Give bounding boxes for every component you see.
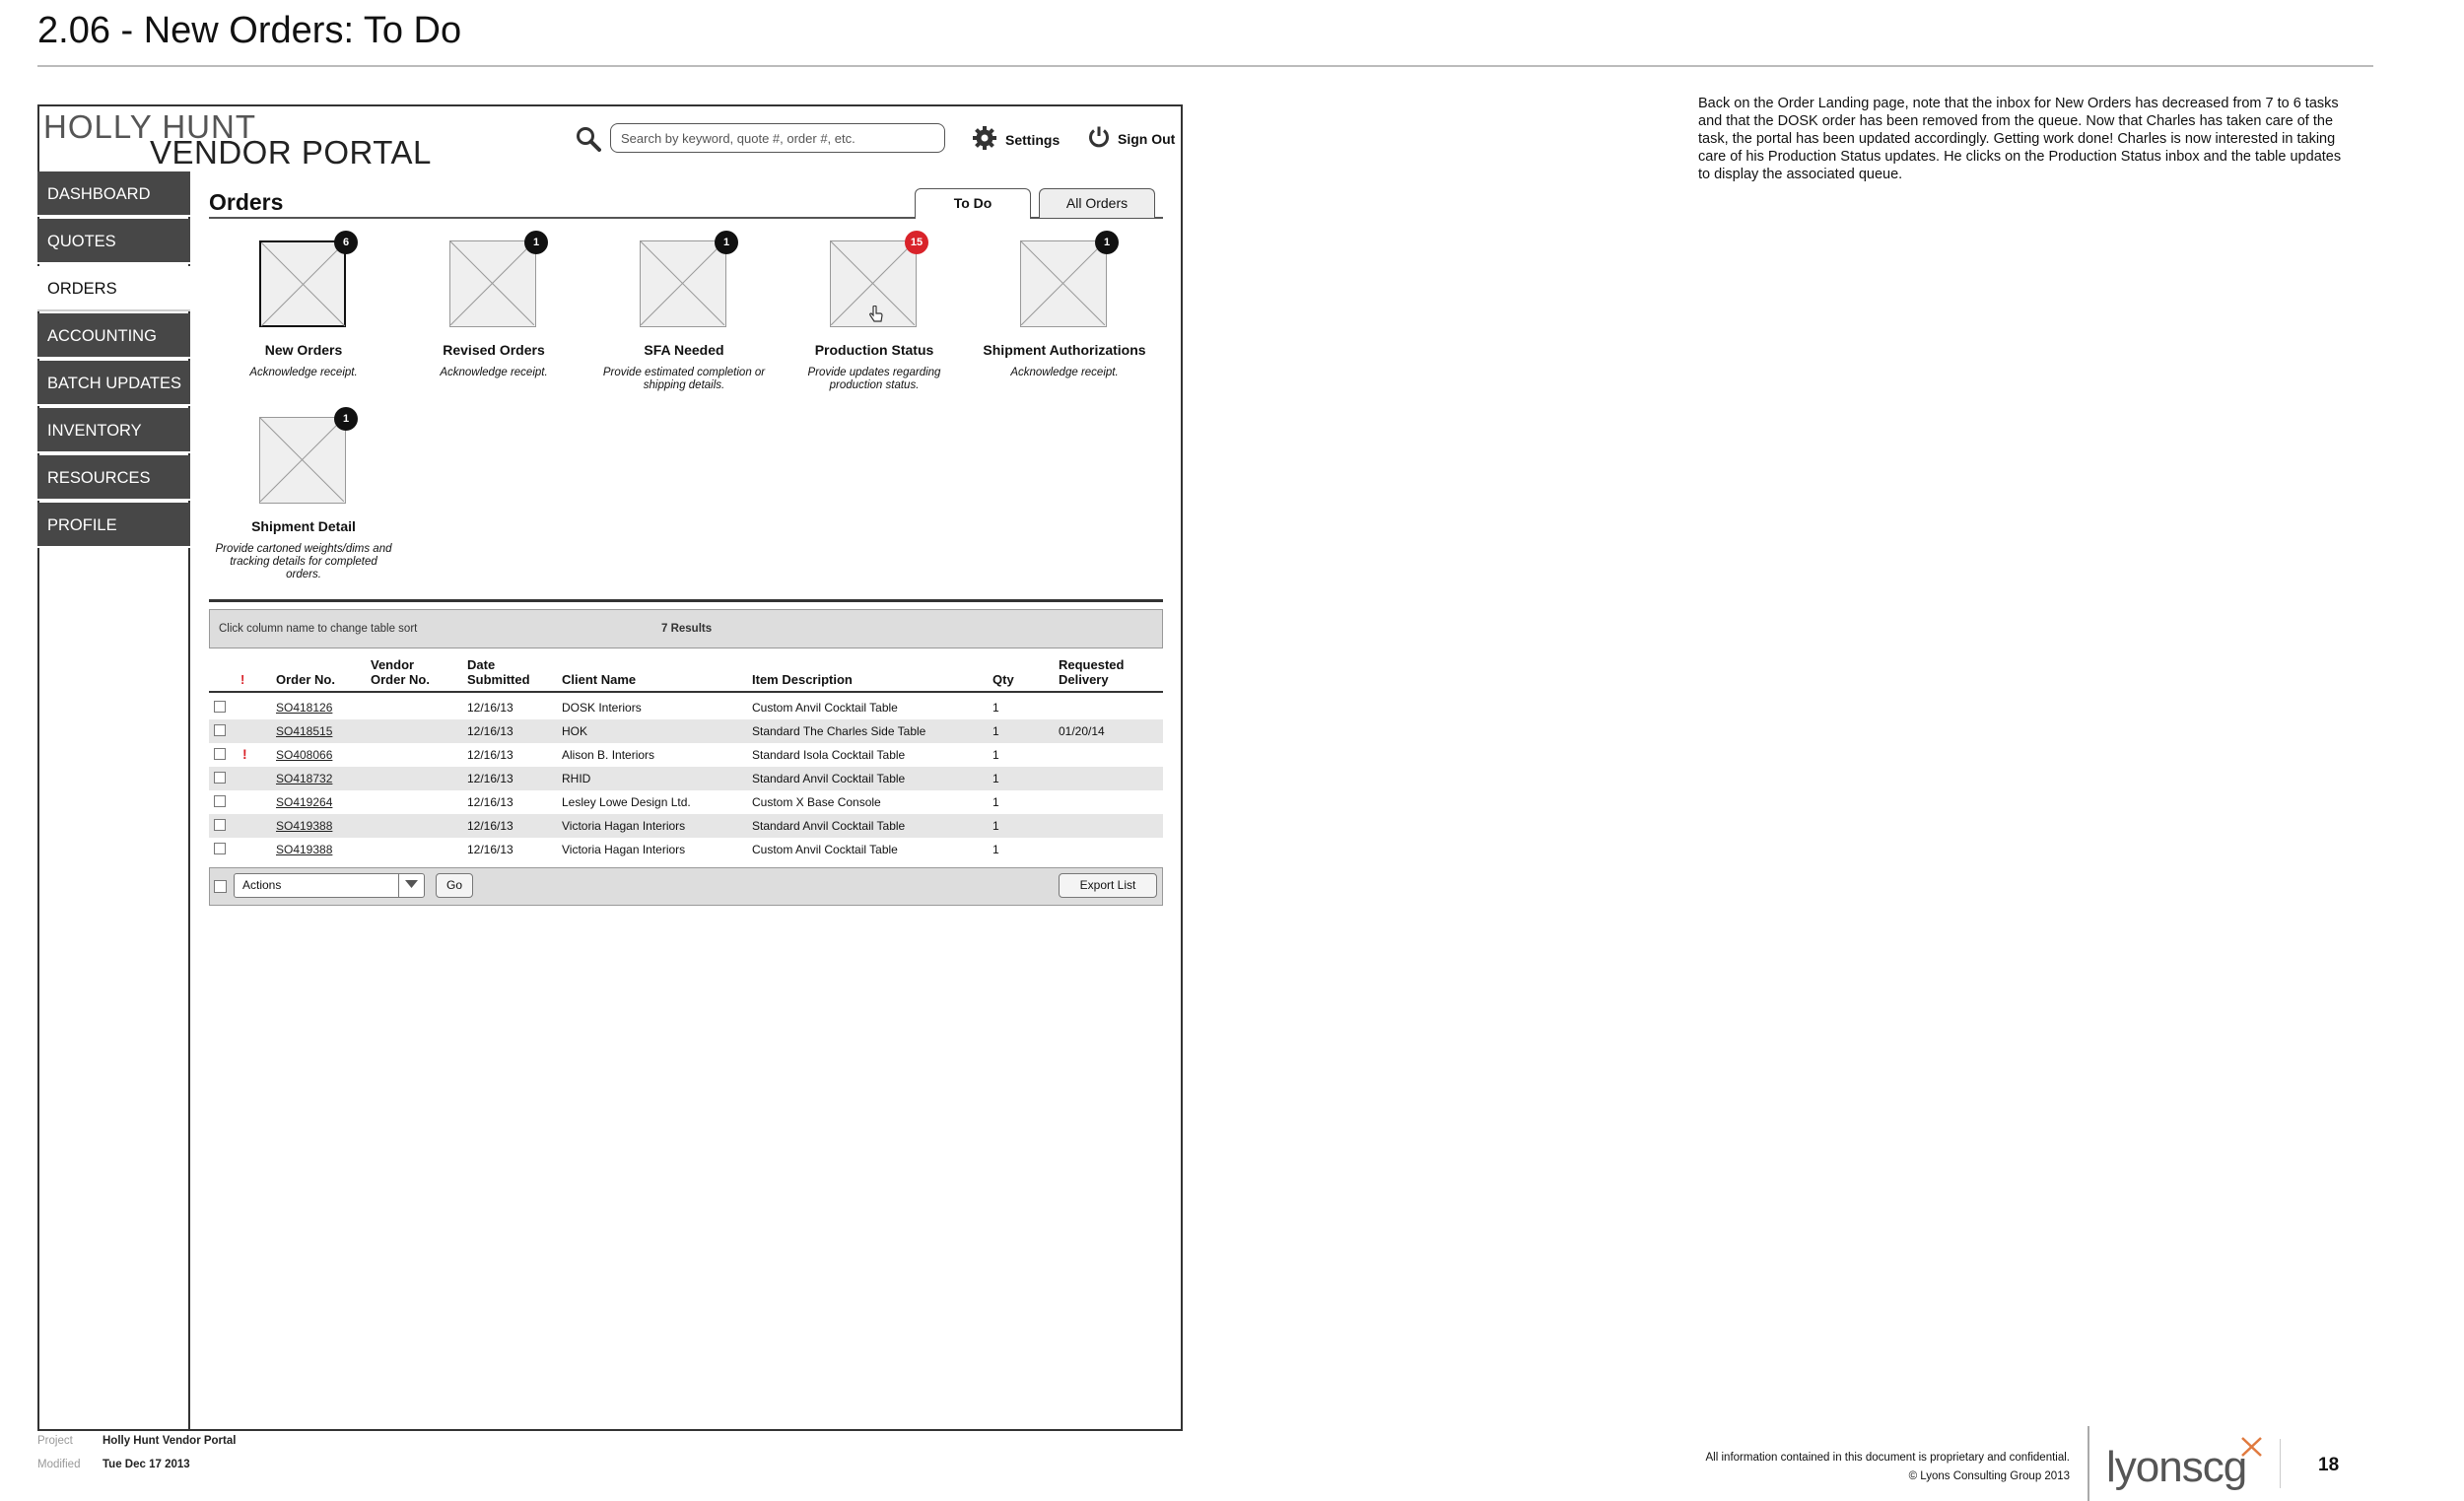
copyright-line: © Lyons Consulting Group 2013 (1908, 1470, 2070, 1482)
count-badge: 1 (334, 407, 358, 431)
client-name: Lesley Lowe Design Ltd. (562, 795, 691, 809)
title-divider (37, 65, 2373, 67)
column-header-client-name[interactable]: Client Name (562, 672, 637, 687)
qty: 1 (992, 748, 999, 762)
sidebar-item-accounting[interactable]: ACCOUNTING (37, 313, 190, 359)
column-header-vendor-order-no[interactable] (371, 657, 430, 687)
table-row[interactable] (209, 838, 1163, 861)
logo-x-mark-icon (2239, 1436, 2265, 1463)
results-count: 7 Results (661, 623, 713, 635)
client-name: DOSK Interiors (562, 701, 642, 715)
column-header-line: Vendor (371, 657, 415, 672)
qty: 1 (992, 819, 999, 833)
search-input[interactable] (610, 123, 945, 153)
power-icon (1087, 125, 1111, 152)
annotation-text: Back on the Order Landing page, note that the inbox for New Orders has decreased from 7 to 6 tasks and that the DOSK order has been removed from the queue. Now that Charles has taken care of the task, the portal has been updated accordingly. Getting work done! Charles is now interested in taking care of his Production Status updates. He clicks on the Production Status inbox and the table updates to display the associated queue. (1698, 96, 2342, 182)
page-number: 18 (2318, 1455, 2340, 1475)
item-description: Standard Anvil Cocktail Table (752, 819, 906, 833)
order-link[interactable]: SO419264 (276, 795, 333, 809)
inbox-description: Acknowledge receipt. (249, 367, 358, 378)
count-badge: 1 (524, 231, 548, 254)
logo-vendor-portal[interactable]: VENDOR PORTAL (150, 134, 432, 171)
item-description: Custom Anvil Cocktail Table (752, 701, 898, 715)
date-submitted: 12/16/13 (467, 819, 513, 833)
sign-out-label: Sign Out (1118, 130, 1176, 147)
settings-button[interactable] (972, 125, 1060, 154)
item-description: Custom X Base Console (752, 795, 881, 809)
modified-label: Modified (37, 1459, 81, 1470)
modified-value: Tue Dec 17 2013 (103, 1459, 190, 1470)
footer-divider (2088, 1426, 2089, 1501)
column-header-date-submitted[interactable] (467, 657, 530, 687)
sign-out-button[interactable] (1087, 125, 1175, 152)
lyonscg-logo: lyonscg (2106, 1443, 2247, 1491)
page-title: Orders (209, 189, 284, 215)
inbox-label[interactable]: Revised Orders (443, 342, 545, 358)
item-description: Custom Anvil Cocktail Table (752, 843, 898, 856)
order-link[interactable]: SO418126 (276, 701, 333, 715)
chevron-down-icon[interactable] (398, 873, 425, 898)
row-checkbox[interactable] (214, 795, 226, 807)
qty: 1 (992, 701, 999, 715)
sidebar-item-resources[interactable]: RESOURCES (37, 455, 190, 501)
client-name: Alison B. Interiors (562, 748, 655, 762)
column-header-order-no[interactable]: Order No. (276, 672, 335, 687)
item-description: Standard The Charles Side Table (752, 724, 926, 738)
order-link[interactable]: SO419388 (276, 843, 333, 856)
confidentiality-line: All information contained in this document is proprietary and confidential. (1705, 1452, 2070, 1464)
settings-label: Settings (1005, 131, 1061, 148)
date-submitted: 12/16/13 (467, 724, 513, 738)
inbox-description: Provide updates regarding production status. (807, 367, 941, 391)
column-header-line: Delivery (1059, 672, 1109, 687)
item-description: Standard Isola Cocktail Table (752, 748, 906, 762)
requested-delivery: 01/20/14 (1059, 724, 1105, 738)
inbox-label[interactable]: Shipment Authorizations (983, 342, 1146, 358)
inbox-description: Provide cartoned weights/dims and tracking details for completed orders. (215, 543, 392, 580)
sidebar-item-quotes[interactable]: QUOTES (37, 219, 190, 264)
order-link[interactable]: SO418515 (276, 724, 333, 738)
table-header-rule (209, 691, 1163, 693)
hand-cursor-icon (869, 306, 883, 328)
qty: 1 (992, 795, 999, 809)
confidentiality-notice (1706, 1449, 2070, 1486)
inbox-thumbnail[interactable] (640, 240, 726, 327)
count-badge: 1 (715, 231, 738, 254)
inbox-label[interactable]: Production Status (814, 342, 934, 358)
date-submitted: 12/16/13 (467, 795, 513, 809)
sidebar-item-dashboard[interactable]: DASHBOARD (37, 171, 190, 217)
item-description: Standard Anvil Cocktail Table (752, 772, 906, 785)
sidebar-item-batch-updates[interactable]: BATCH UPDATES (37, 361, 190, 406)
row-checkbox[interactable] (214, 843, 226, 854)
project-value: Holly Hunt Vendor Portal (103, 1435, 237, 1447)
column-header-line: Requested (1059, 657, 1125, 672)
column-header-qty[interactable]: Qty (992, 672, 1014, 687)
sidebar-item-orders[interactable]: ORDERS (37, 266, 190, 311)
order-link[interactable]: SO408066 (276, 748, 333, 762)
inbox-description: Acknowledge receipt. (440, 367, 548, 378)
tab-to-do[interactable]: To Do (915, 188, 1031, 219)
inbox-description: Acknowledge receipt. (1010, 367, 1119, 378)
table-row[interactable] (209, 814, 1163, 838)
column-header-line: Submitted (467, 672, 530, 687)
gear-icon (972, 125, 997, 154)
sidebar (37, 171, 190, 1431)
footer-divider (2280, 1439, 2281, 1488)
count-badge: 1 (1095, 231, 1119, 254)
client-name: RHID (562, 772, 591, 785)
table-row[interactable] (209, 790, 1163, 814)
export-list-button[interactable]: Export List (1059, 873, 1157, 898)
sidebar-item-profile[interactable]: PROFILE (37, 503, 190, 548)
table-row[interactable] (209, 696, 1163, 719)
table-row[interactable] (209, 743, 1163, 767)
inbox-label[interactable]: SFA Needed (644, 342, 724, 358)
priority-flag: ! (242, 746, 247, 762)
date-submitted: 12/16/13 (467, 748, 513, 762)
date-submitted: 12/16/13 (467, 772, 513, 785)
inbox-thumbnail[interactable] (259, 417, 346, 504)
row-checkbox[interactable] (214, 748, 226, 760)
section-divider (209, 599, 1163, 602)
column-header-item-description[interactable]: Item Description (752, 672, 853, 687)
qty: 1 (992, 772, 999, 785)
column-header-line: Order No. (371, 672, 430, 687)
client-name: Victoria Hagan Interiors (562, 819, 686, 833)
qty: 1 (992, 724, 999, 738)
slide-title: 2.06 - New Orders: To Do (37, 10, 462, 51)
actions-select[interactable]: Actions (234, 873, 425, 898)
qty: 1 (992, 843, 999, 856)
search-icon[interactable] (576, 126, 601, 157)
column-header-line: Date (467, 657, 496, 672)
date-submitted: 12/16/13 (467, 701, 513, 715)
date-submitted: 12/16/13 (467, 843, 513, 856)
client-name: HOK (562, 724, 588, 738)
tab-all-orders[interactable]: All Orders (1039, 188, 1155, 218)
inbox-thumbnail[interactable] (449, 240, 536, 327)
sidebar-item-inventory[interactable]: INVENTORY (37, 408, 190, 453)
column-header-flag[interactable]: ! (240, 672, 245, 687)
select-all-checkbox[interactable] (214, 880, 227, 893)
row-checkbox[interactable] (214, 701, 226, 713)
column-header-requested-delivery[interactable] (1059, 657, 1124, 687)
inbox-label[interactable]: New Orders (264, 342, 343, 358)
logo-holly-hunt[interactable]: HOLLY HUNT (43, 108, 256, 145)
inbox-thumbnail[interactable] (259, 240, 346, 327)
order-link[interactable]: SO418732 (276, 772, 333, 785)
project-label: Project (37, 1435, 73, 1447)
row-checkbox[interactable] (214, 772, 226, 784)
row-checkbox[interactable] (214, 819, 226, 831)
inbox-thumbnail[interactable] (1020, 240, 1107, 327)
count-badge: 15 (905, 231, 928, 254)
row-checkbox[interactable] (214, 724, 226, 736)
order-link[interactable]: SO419388 (276, 819, 333, 833)
go-button[interactable]: Go (436, 873, 473, 898)
inbox-label[interactable]: Shipment Detail (251, 518, 356, 534)
count-badge: 6 (334, 231, 358, 254)
inbox-description: Provide estimated completion or shipping details. (602, 367, 766, 391)
table-row[interactable] (209, 719, 1163, 743)
table-row[interactable] (209, 767, 1163, 790)
client-name: Victoria Hagan Interiors (562, 843, 686, 856)
sort-hint: Click column name to change table sort (219, 623, 418, 635)
